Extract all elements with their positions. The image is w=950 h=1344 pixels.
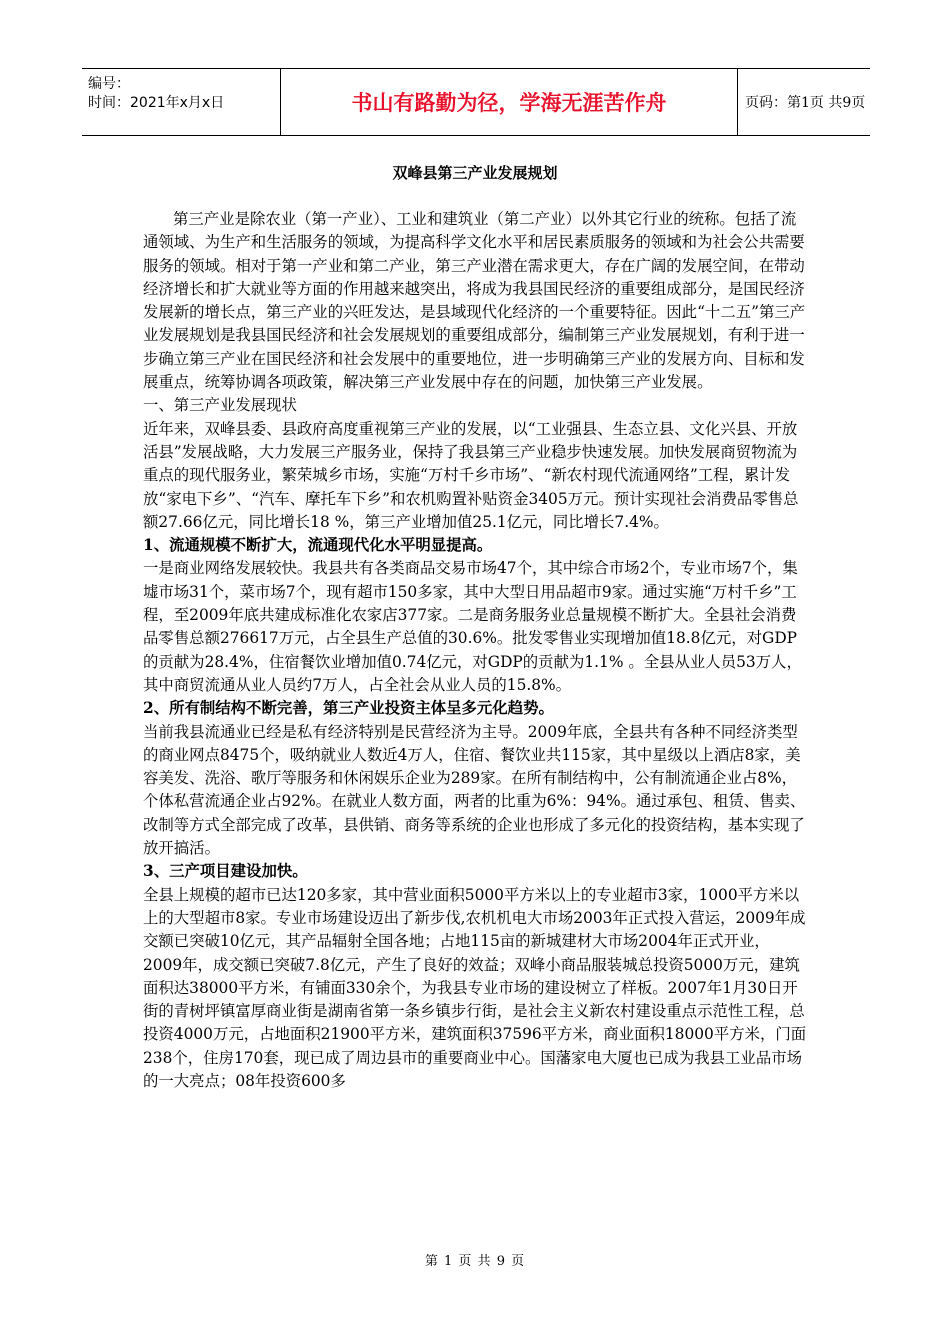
subsection-heading: 2、所有制结构不断完善，第三产业投资主体呈多元化趋势。 [143,699,554,718]
paragraph: 近年来，双峰县委、县政府高度重视第三产业的发展，以“工业强县、生态立县、文化兴县、开放活县”发展战略，大力发展三产服务业，保持了我县第三产业稳步快速发展。加快发展商贸物流为重点的现代服务业，繁荣城乡市场，实施“万村千乡市场”、“新农村现代流通网络”工程，累计发放“家电下乡”、“汽车、摩托车下乡”和农机购置补贴资金3405万元。预计实现社会消费品零售总额27.66亿元，同比增长18 %，第三产业增加值25.1亿元，同比增长7.4%。 [143,419,799,531]
number-label: 编号： [88,76,130,92]
document-body [143,208,810,1093]
header-table [82,68,870,136]
document-title: 双峰县第三产业发展规划 [392,164,558,182]
subsection-heading: 3、三产项目建设加快。 [143,862,308,881]
paragraph: 一是商业网络发展较快。我县共有各类商品交易市场47个，其中综合市场2个，专业市场7个，集墟市场31个，菜市场7个，现有超市150多家，其中大型日用品超市9家。通过实施“万村千乡”工程，至2009年底共建成标准化农家店377家。二是商务服务业总量规模不断扩大。全县社会消费品零售总额276617万元，占全县生产总值的30.6%。批发零售业实现增加值18.8亿元，对GDP的贡献为28.4%，住宿餐饮业增加值0.74亿元，对GDP的贡献为1.1% 。全县从业人员53万人，其中商贸流通从业人员约7万人，占全社会从业人员的15.8%。 [143,559,802,694]
section-heading: 一、第三产业发展现状 [143,396,297,415]
paragraph: 当前我县流通业已经是私有经济特别是民营经济为主导。2009年底，全县共有各种不同经济类型的商业网点8475个，吸纳就业人数近4万人，住宿、餐饮业共115家，其中星级以上酒店8家，美容美发、洗浴、歌厅等服务和休闲娱乐企业为289家。在所有制结构中，公有制流通企业占8%，个体私营流通企业占92%。在就业人数方面，两者的比重为6%：94%。通过承包、租赁、售卖、改制等方式全部完成了改革，县供销、商务等系统的企业也形成了多元化的投资结构，基本实现了放开搞活。 [143,722,806,858]
motto: 书山有路勤为径，学海无涯苦作舟 [280,69,738,135]
header-info [82,69,280,135]
paragraph: 全县上规模的超市已达120多家，其中营业面积5000平方米以上的专业超市3家，1000平方米以上的大型超市8家。专业市场建设迈出了新步伐,农机机电大市场2003年正式投入营运，2009年成交额已突破10亿元，其产品辐射全国各地；占地115亩的新城建材大市场2004年正式开业， 2009年，成交额已突破7.8亿元，产生了良好的效益；双峰小商品服装城总投资5000万元，建筑面积达38000平方米，有铺面330余个，为我县专业市场的建设树立了样板。2007年1月30日开街的青树坪镇富厚商业街是湖南省第一条乡镇步行街，是社会主义新农村建设重点示范性工程，总投资4000万元，占地面积21900平方米，建筑面积37596平方米，商业面积18000平方米，门面238个，住房170套，现已成了周边县市的重要商业中心。国藩家电大厦也已成为我县工业品市场的一大亮点；08年投资600多 [143,885,807,1090]
page-footer: 第 1 页 共 9 页 [424,1254,526,1269]
subsection-heading: 1、流通规模不断扩大，流通现代化水平明显提高。 [143,536,493,555]
page-label: 页码：第1页 共9页 [745,95,866,111]
intro-paragraph: 第三产业是除农业（第一产业）、工业和建筑业（第二产业）以外其它行业的统称。包括了流通领域、为生产和生活服务的领域，为提高科学文化水平和居民素质服务的领域和为社会公共需要服务的领域。相对于第一产业和第二产业，第三产业潜在需求更大，存在广阔的发展空间，在带动经济增长和扩大就业等方面的作用越来越突出，将成为我县国民经济的重要组成部分，是国民经济发展新的增长点，第三产业的兴旺发达，是县域现代化经济的一个重要特征。因此“十二五”第三产业发展规划是我县国民经济和社会发展规划的重要组成部分，编制第三产业发展规划，有利于进一步确立第三产业在国民经济和社会发展中的重要地位，进一步明确第三产业的发展方向、目标和发展重点，统筹协调各项政策，解决第三产业发展中存在的问题，加快第三产业发展。 [143,210,806,392]
time-label: 时间：2021年x月x日 [88,95,225,111]
